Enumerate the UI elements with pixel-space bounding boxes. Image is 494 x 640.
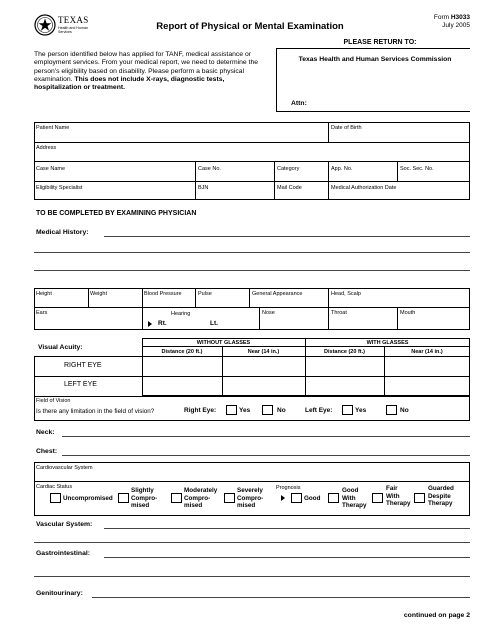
without-glasses-header: WITHOUT GLASSES [196,340,251,346]
neck-line[interactable] [62,436,470,437]
return-agency: Texas Health and Human Services Commission [298,56,452,63]
attn-label: Attn: [291,100,307,107]
good-with-therapy-label [342,487,367,510]
good-with-therapy-checkbox[interactable] [328,493,339,503]
height-field[interactable]: Height [36,291,52,297]
eligibility-specialist-field[interactable]: Eligibility Specialist [36,185,83,191]
uncompromised-checkbox[interactable] [50,493,61,503]
uncompromised-label: Uncompromised [63,495,113,502]
form-date: July 2005 [442,22,470,29]
ears-field[interactable]: Ears [36,310,48,316]
without-distance-header: Distance (20 ft.) [161,349,203,355]
fair-with-label-3: Therapy [386,500,411,507]
pulse-field[interactable]: Pulse [198,291,212,297]
blood-pressure-field[interactable]: Blood Pressure [144,291,182,297]
severely-label-2: Compro- [237,494,264,502]
right-eye-no-checkbox[interactable] [262,405,273,415]
logo-text: TEXAS [58,15,89,25]
genito-label: Genitourinary: [36,590,83,597]
prognosis-good-label: Good [304,495,321,502]
with-glasses-header: WITH GLASSES [366,340,409,346]
physician-heading: TO BE COMPLETED BY EXAMINING PHYSICIAN [36,210,197,217]
chest-line[interactable] [62,455,470,456]
field-of-vision-label: Field of Vision [36,398,71,404]
nose-field[interactable]: Nose [262,310,275,316]
cardiac-status-label: Cardiac Status [36,484,73,490]
without-near-header: Near (14 in.) [247,349,280,355]
intro-paragraph [34,51,272,92]
guarded-label-2: Despite [428,492,451,500]
prognosis-label: Prognosis [276,485,301,491]
throat-field[interactable]: Throat [331,310,347,316]
left-eye-question-label: Left Eye: [305,407,333,414]
form-number [410,14,470,21]
slightly-compromised-checkbox[interactable] [118,493,129,503]
hearing-lt[interactable]: Lt. [210,320,218,327]
neck-label: Neck: [36,429,55,436]
left-eye-no-label: No [400,407,409,414]
right-eye-yes-label: Yes [239,407,251,414]
right-eye-yes-checkbox[interactable] [226,405,237,415]
fair-with-therapy-checkbox[interactable] [372,493,383,503]
cardiovascular-system-field[interactable]: Cardiovascular System [36,465,93,471]
prognosis-arrow-icon [281,495,285,501]
guarded-label [428,485,454,508]
prognosis-good-checkbox[interactable] [291,493,302,503]
vascular-line-1[interactable] [104,528,470,529]
good-with-label-2: With [342,494,356,502]
guarded-checkbox[interactable] [414,493,425,503]
mouth-field[interactable]: Mouth [400,310,416,316]
med-auth-date-field[interactable]: Medical Authorization Date [331,185,397,191]
intro-text: The person identified below has applied for TANF, medical assistance or employment services. From your medical report, we need to determine the person's eligibility based on disability. Please perform a basic physical examination. [34,51,259,83]
intro-bold-text: This does not include X-rays, diagnostic tests, hospitalization or treatment. [34,75,225,92]
with-distance-header: Distance (20 ft.) [324,349,365,355]
right-eye-question-label: Right Eye: [184,407,217,414]
left-eye-yes-label: Yes [355,407,367,414]
guarded-label-3: Therapy [428,500,453,507]
page-title: Report of Physical or Mental Examination [156,21,344,32]
with-near-header: Near (14 in.) [411,349,443,355]
gastro-label: Gastrointestinal: [36,550,91,557]
texas-seal-icon [34,14,56,36]
hearing-label: Hearing [171,311,191,317]
moderately-compromised-checkbox[interactable] [171,493,182,503]
medical-history-line-2[interactable] [34,252,470,253]
hearing-arrow-icon [148,321,152,327]
good-with-label-3: Therapy [342,502,367,509]
gastro-line-2[interactable] [34,576,470,577]
good-with-label-1: Good [342,487,359,494]
left-eye-label: LEFT EYE [64,381,97,388]
general-appearance-field[interactable]: General Appearance [252,291,303,297]
form-label: Form [433,14,450,21]
left-eye-no-checkbox[interactable] [386,405,397,415]
head-scalp-field[interactable]: Head, Scalp [331,291,361,297]
weight-field[interactable]: Weight [90,291,108,297]
chest-label: Chest: [36,448,58,455]
guarded-label-1: Guarded [428,485,454,492]
soc-sec-no-field[interactable]: Soc. Sec. No. [400,166,434,172]
form-number-value: H3033 [450,14,470,21]
hearing-rt[interactable]: Rt. [158,320,167,327]
slightly-label-3: mised [131,502,150,509]
moderately-label-2: Compro- [184,494,211,502]
left-eye-yes-checkbox[interactable] [342,405,353,415]
severely-compromised-checkbox[interactable] [224,493,235,503]
moderately-label-3: mised [184,502,203,509]
return-heading: PLEASE RETURN TO: [343,39,417,46]
app-no-field[interactable]: App. No. [331,166,353,172]
visual-acuity-label: Visual Acuity: [38,344,83,351]
slightly-compromised-label [131,487,157,510]
logo-subtext: Health and Human Services [58,26,88,34]
slightly-label-2: Compro- [131,494,158,502]
fair-with-therapy-label [386,485,411,508]
right-eye-label: RIGHT EYE [64,362,102,369]
gastro-line-1[interactable] [104,557,470,558]
severely-compromised-label [237,487,263,510]
right-eye-no-label: No [277,407,286,414]
vascular-line-2[interactable] [34,542,470,543]
slightly-label-1: Slightly [131,487,154,494]
case-name-field[interactable]: Case Name [36,166,66,172]
fair-with-label-1: Fair [386,485,398,492]
bjn-field[interactable]: BJN [198,185,209,191]
limitation-question: Is there any limitation in the field of vision? [36,408,155,415]
continued-note: continued on page 2 [403,612,470,619]
genito-line-1[interactable] [92,597,470,598]
case-no-field[interactable]: Case No. [198,166,221,172]
texas-hhs-logo [34,13,100,39]
category-field[interactable]: Category [277,166,300,172]
severely-label-3: mised [237,502,256,509]
moderately-label-1: Moderately [184,487,218,494]
mail-code-field[interactable]: Mail Code [277,185,302,191]
severely-label-1: Severely [237,487,263,494]
moderately-compromised-label [184,487,217,510]
medical-history-line-1[interactable] [104,236,470,237]
medical-history-line-3[interactable] [34,270,470,271]
medical-history-label: Medical History: [36,229,89,236]
fair-with-label-2: With [386,492,400,500]
vascular-label: Vascular System: [36,521,93,528]
address-field[interactable]: Address [36,145,57,151]
patient-name-field[interactable]: Patient Name [36,125,70,131]
date-of-birth-field[interactable]: Date of Birth [331,125,362,131]
